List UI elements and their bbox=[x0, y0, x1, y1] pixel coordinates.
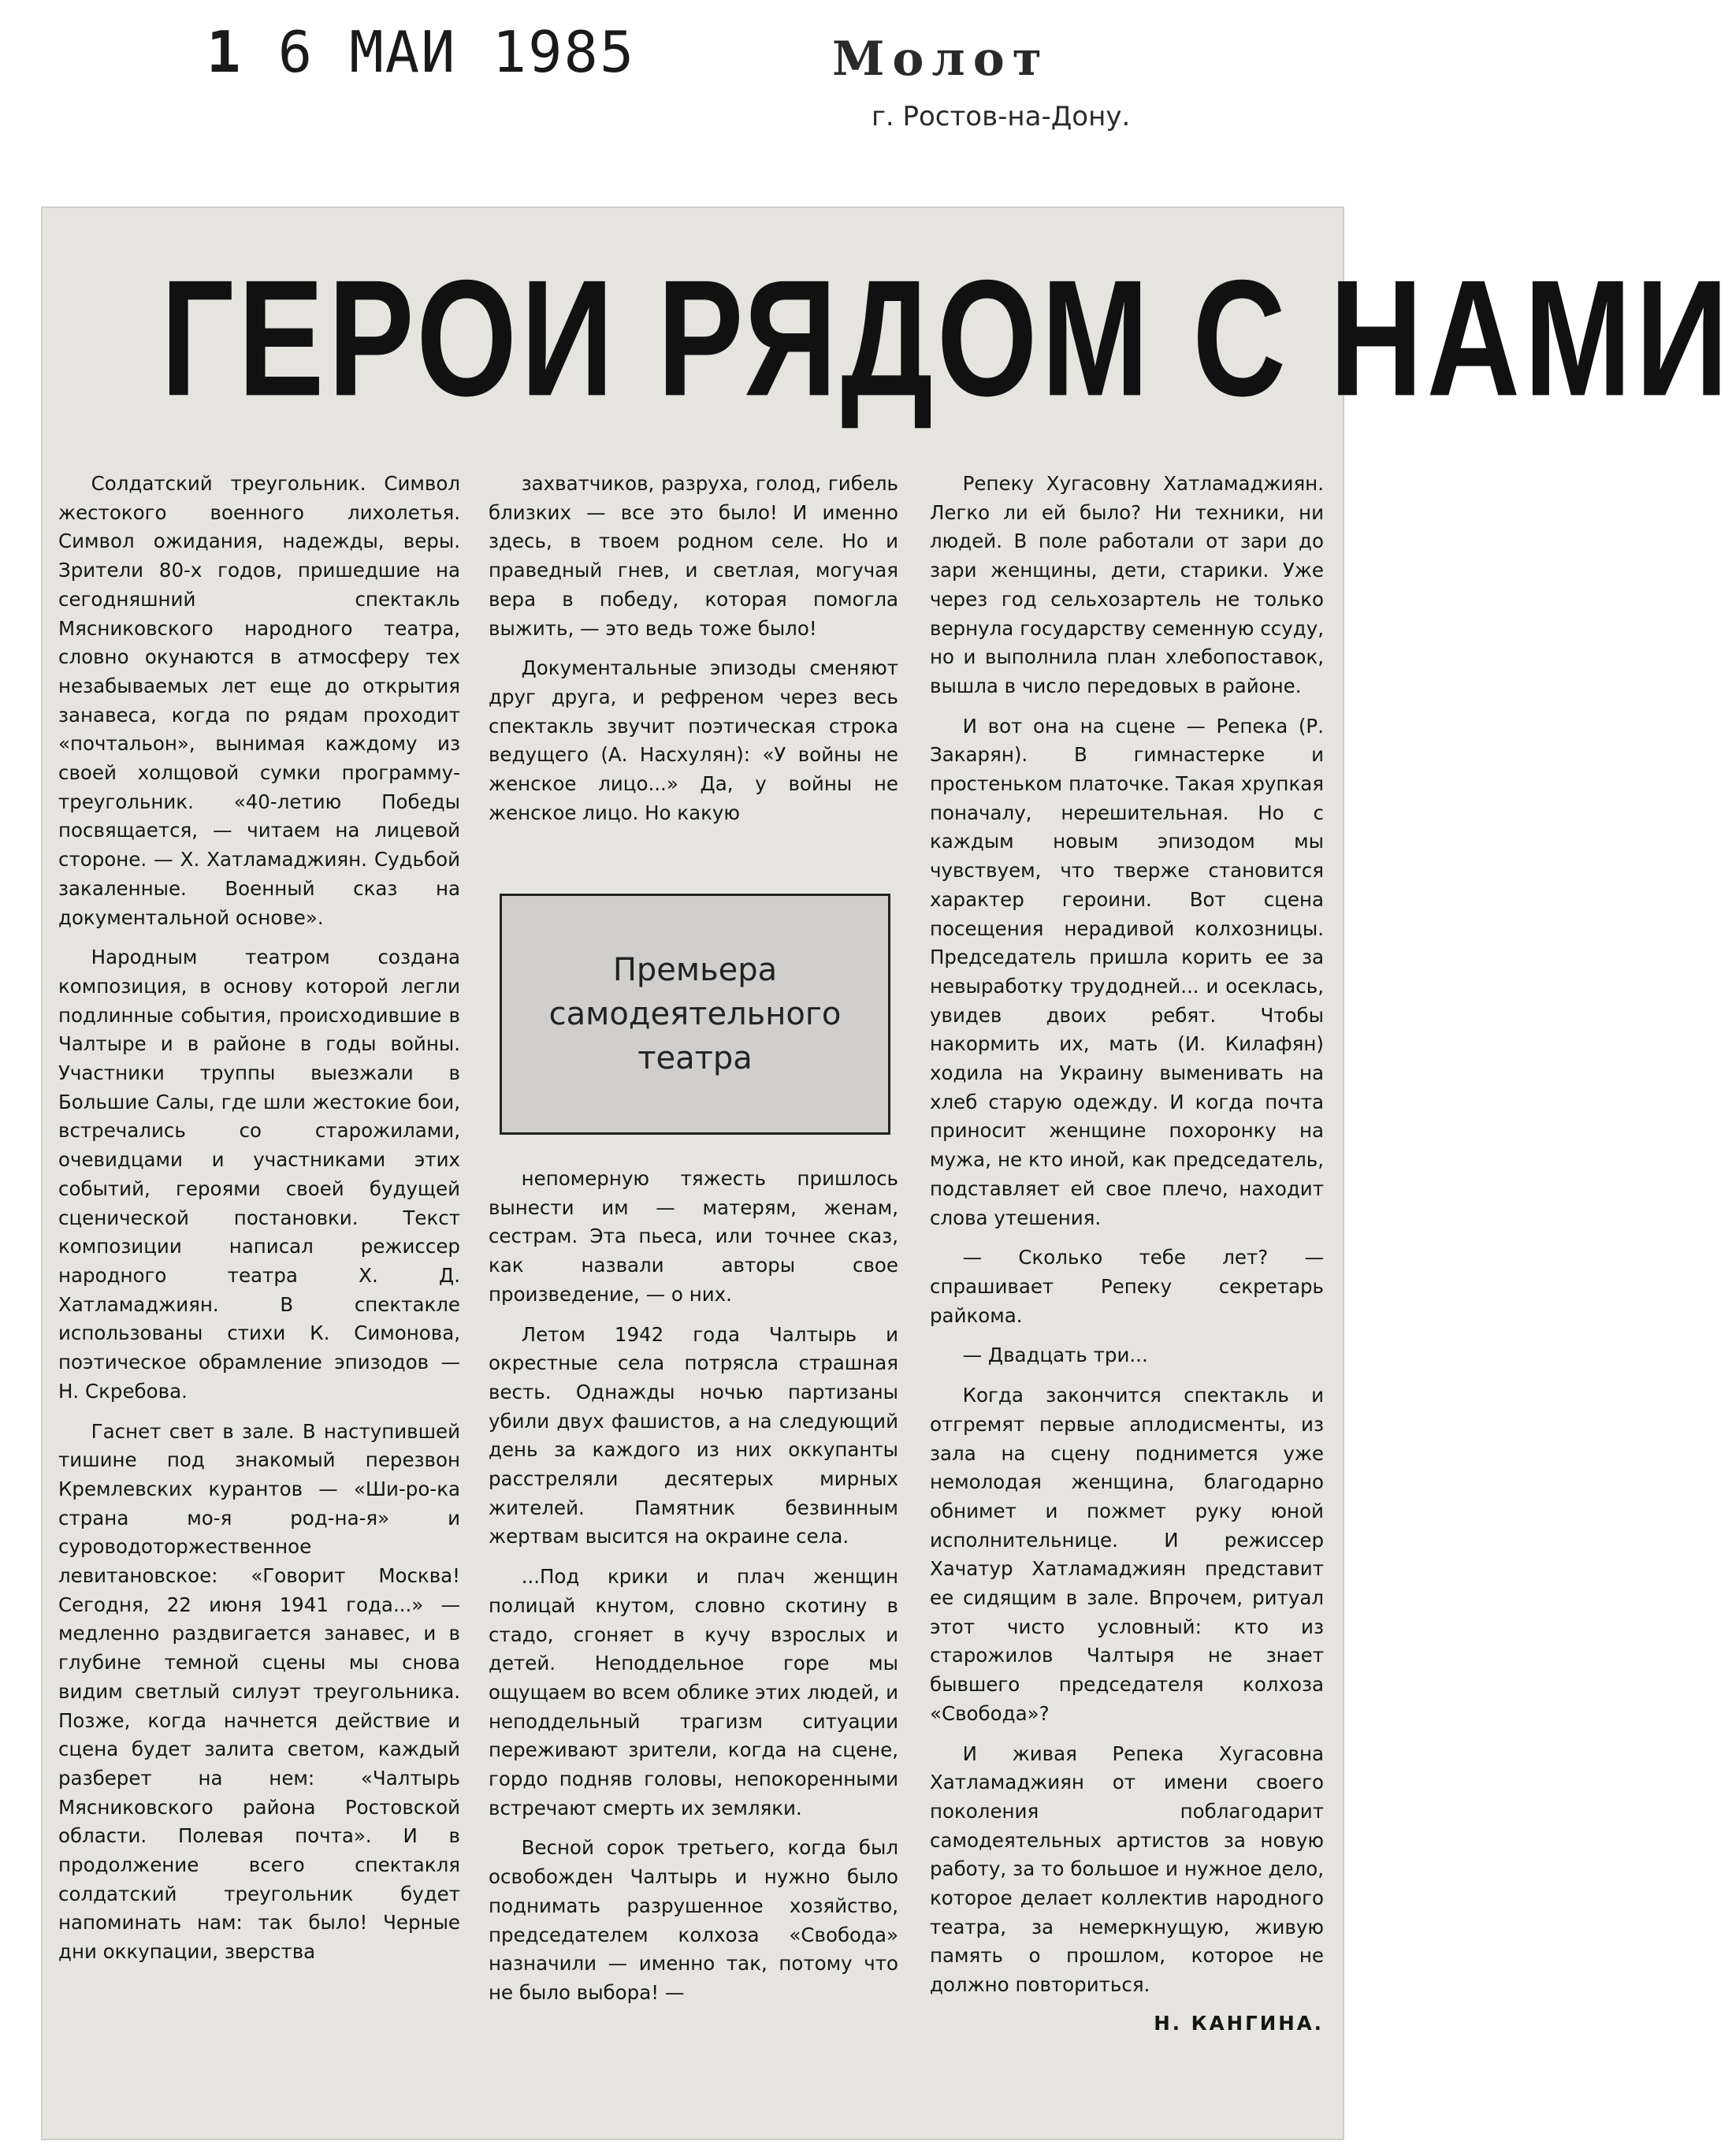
paragraph: непомерную тяжесть пришлось вынести им — матерям, женам, сестрам. Эта пьеса, или точнее сказ, как назвали авторы свое произведение, — о них. bbox=[489, 1167, 898, 1306]
article-column-1 bbox=[58, 470, 460, 1967]
paragraph: Солдатский треугольник. Символ жестокого военного лихолетья. Символ ожидания, надежды, веры. Зрители 80-х годов, пришедшие на сегодняшний спектакль Мясниковского народного театра, словно окунаются в атмосферу тех незабываемых лет еще до открытия занавеса, когда по рядам проходит «почтальон», вынимая каждому из своей холщовой сумки программу-треугольник. «40-летию Победы посвящается, — читаем на лицевой стороне. — Х. Хатламаджиян. Судьбой закаленные. Военный сказ на документальной основе». bbox=[58, 472, 460, 929]
paragraph: Весной сорок третьего, когда был освобожден Чалтырь и нужно было поднимать разрушенное хозяйство, председателем колхоза «Свобода» назначили — именно так, потому что не было выбора! — bbox=[489, 1836, 898, 2004]
paragraph: И живая Репека Хугасовна Хатламаджиян от имени своего поколения поблагодарит самодеятельных артистов за новую работу, за то большое и нужное дело, которое делает коллектив народного театра, за немеркнущую, живую память о прошлом, которое не должно повториться. bbox=[930, 1742, 1324, 1997]
date-stamp-date: 6 МАИ 1985 bbox=[277, 19, 636, 85]
paragraph: Народным театром создана композиция, в основу которой легли подлинные события, происходившие в Чалтыре и в районе в годы войны. Участники труппы выезжали в Большие Салы, где шли жестокие бои, встречались со старожилами, очевидцами и участниками этих событий, героями своей будущей сценической постановки. Текст композиции написал режиссер народного театра Х. Д. Хатламаджиян. В спектакле использованы стихи К. Симонова, поэтическое обрамление эпизодов — Н. Скребова. bbox=[58, 946, 460, 1403]
date-stamp bbox=[206, 19, 635, 85]
premiere-rubric-box bbox=[500, 894, 890, 1135]
paragraph: Летом 1942 года Чалтырь и окрестные села потрясла страшная весть. Однажды ночью партизаны убили двух фашистов, а на следующий день за каждого из них оккупанты расстреляли десятерых мирных жителей. Памятник безвинным жертвам высится на окраине села. bbox=[489, 1322, 898, 1548]
paragraph: ...Под крики и плач женщин полицай кнутом, словно скотину в стадо, сгоняет в кучу взрослых и детей. Неподдельное горе мы ощущаем во всем облике этих людей, и неподдельный трагизм ситуации переживают зрители, когда на сцене, гордо подняв головы, непокоренными встречают смерть их земляки. bbox=[489, 1565, 898, 1820]
article-headline: ГЕРОИ РЯДОМ С НАМИ bbox=[161, 246, 1732, 431]
paragraph: Гаснет свет в зале. В наступившей тишине под знакомый перезвон Кремлевских курантов — «Ши-ро-ка страна мо-я род-на-я» и суроводоторжественное левитановское: «Говорит Москва! Сегодня, 22 июня 1941 года...» — медленно раздвигается занавес, и в глубине темной сцены мы снова видим светлый силуэт треугольника. Позже, когда начнется действие и сцена будет залита светом, каждый разберет на нем: «Чалтырь Мясниковского района Ростовской области. Полевая почта». И в продолжение всего спектакля солдатский треугольник будет напоминать нам: так было! Черные дни оккупации, зверства bbox=[58, 1419, 460, 1964]
paragraph: — Двадцать три... bbox=[962, 1344, 1148, 1367]
article-column-2-bottom bbox=[489, 1165, 898, 2008]
newspaper-city: г. Ростов-на-Дону. bbox=[872, 101, 1131, 132]
newspaper-name: Молот bbox=[832, 32, 1050, 87]
rubric-line: самодеятельного bbox=[548, 996, 842, 1032]
article-column-3 bbox=[930, 470, 1324, 2039]
paragraph: Когда закончится спектакль и отгремят первые аплодисменты, из зала на сцену поднимется уже немолодая женщина, благодарно обнимет и пожмет руку юной исполнительнице. И режиссер Хачатур Хатламаджиян представит ее сидящим в зале. Впрочем, ритуал этот чисто условный: кто из старожилов Чалтыря не знает бывшего председателя колхоза «Свобода»? bbox=[930, 1384, 1324, 1725]
paragraph: И вот она на сцене — Репека (Р. Закарян). В гимнастерке и простеньком платочке. Такая хрупкая поначалу, нерешительная. Но с каждым новым эпизодом мы чувствуем, что тверже становится характер героини. Вот сцена посещения нерадивой колхозницы. Председатель пришла корить ее за невыработку трудодней... и осеклась, увидев двоих ребят. Чтобы накормить их, мать (И. Килафян) ходила на Украину выменивать на хлеб старую одежду. И когда почта приносит женщине похоронку на мужа, не кто иной, как председатель, подставляет ей свое плечо, находит слова утешения. bbox=[930, 714, 1324, 1229]
author-signature: Н. КАНГИНА. bbox=[1154, 2011, 1324, 2035]
article-column-2-top bbox=[489, 470, 898, 827]
paragraph: — Сколько тебе лет? — спрашивает Репеку секретарь райкома. bbox=[930, 1246, 1324, 1327]
rubric-line: театра bbox=[637, 1040, 753, 1076]
date-stamp-day: 1 bbox=[206, 19, 243, 85]
paragraph: Документальные эпизоды сменяют друг друга, и рефреном через весь спектакль звучит поэтическая строка ведущего (А. Насхулян): «У войны не женское лицо...» Да, у войны не женское лицо. Но какую bbox=[489, 656, 898, 824]
paragraph: захватчиков, разруха, голод, гибель близких — все это было! И именно здесь, в твоем родном селе. Но и праведный гнев, и светлая, могучая вера в победу, которая помогла выжить, — это ведь тоже было! bbox=[489, 472, 898, 640]
paragraph: Репеку Хугасовну Хатламаджиян. Легко ли ей было? Ни техники, ни людей. В поле работали от зари до зари женщины, дети, старики. Уже через год сельхозартель не только вернула государству семенную ссуду, но и выполнила план хлебопоставок, вышла в число передовых в районе. bbox=[930, 472, 1324, 697]
rubric-line: Премьера bbox=[612, 952, 778, 988]
